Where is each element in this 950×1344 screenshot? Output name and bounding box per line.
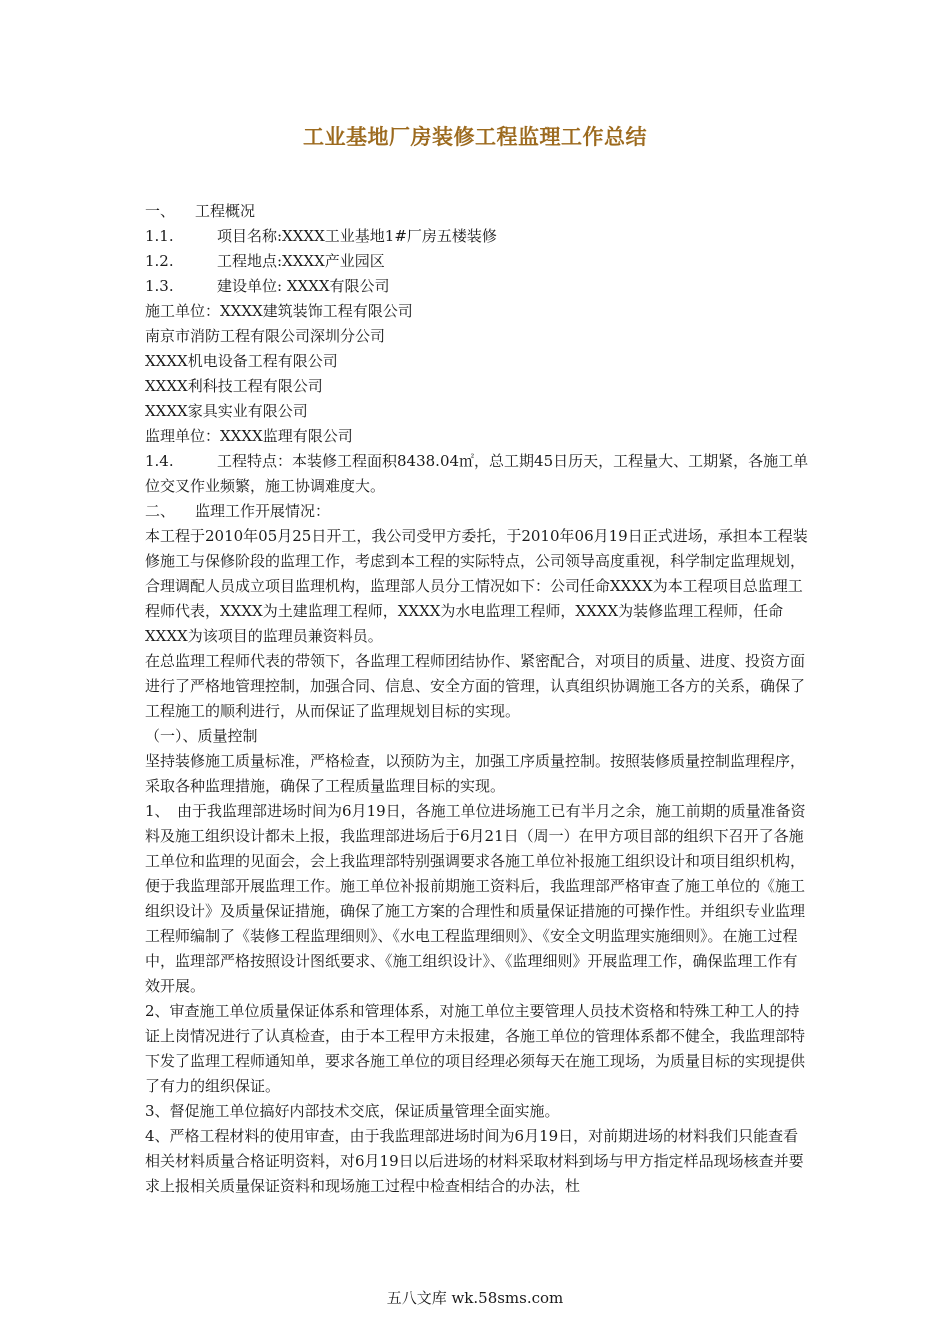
section-heading-2 xyxy=(145,499,810,524)
section-label: 工程概况 xyxy=(195,202,256,220)
section-label: 监理工作开展情况： xyxy=(195,502,331,520)
footer-watermark: 五八文库 wk.58sms.com xyxy=(386,1289,564,1307)
paragraph: 坚持装修施工质量标准，严格检查，以预防为主，加强工序质量控制。按照装修质量控制监理程序，采取各种监理措施，确保了工程质量监理目标的实现。 xyxy=(145,752,806,795)
company-line: 南京市消防工程有限公司深圳分公司 xyxy=(145,327,386,345)
paragraph: 本工程于2010年05月25日开工，我公司受甲方委托，于2010年06月19日正式进场，承担本工程装修施工与保修阶段的监理工作，考虑到本工程的实际特点，公司领导高度重视，科学制定监理规划，合理调配人员成立项目监理机构，监理部人员分工情况如下：公司任命XXXX为本工程项目总监理工程师代表，XXXX为土建监理工程师，XXXX为水电监理工程师，XXXX为装修监理工程师，任命XXXX为该项目的监理员兼资料员。 xyxy=(145,527,808,645)
document-title: 工业基地厂房装修工程监理工作总结 xyxy=(303,125,647,149)
paragraph: 1、 由于我监理部进场时间为6月19日，各施工单位进场施工已有半月之余，施工前期的质量准备资料及施工组织设计都未上报，我监理部进场后于6月21日（周一）在甲方项目部的组织下召开了各施工单位和监理的见面会，会上我监理部特别强调要求各施工单位补报施工组织设计和项目组织机构，便于我监理部开展监理工作。施工单位补报前期施工资料后，我监理部严格审查了施工单位的《施工组织设计》及质量保证措施，确保了施工方案的合理性和质量保证措施的可操作性。并组织专业监理工程师编制了《装修工程监理细则》、《水电工程监理细则》、《安全文明监理实施细则》。在施工过程中，监理部严格按照设计图纸要求、《施工组织设计》、《监理细则》开展监理工作，确保监理工作有效开展。 xyxy=(145,802,806,995)
document-body xyxy=(145,199,810,1199)
paragraph: 2、审查施工单位质量保证体系和管理体系，对施工单位主要管理人员技术资格和特殊工种工人的持证上岗情况进行了认真检查，由于本工程甲方未报建，各施工单位的管理体系都不健全，我监理部特下发了监理工程师通知单，要求各施工单位的项目经理必须每天在施工现场，为质量目标的实现提供了有力的组织保证。 xyxy=(145,1002,806,1095)
supervision-unit: 监理单位：XXXX监理有限公司 xyxy=(145,427,353,445)
company-line: XXXX机电设备工程有限公司 xyxy=(145,352,338,370)
item-1-1: 1.1. 项目名称:XXXX工业基地1#厂房五楼装修 xyxy=(145,227,497,245)
section-number: 二、 xyxy=(145,502,176,520)
item-1-3: 1.3. 建设单位: XXXX有限公司 xyxy=(145,277,390,295)
subsection-heading: （一）、质量控制 xyxy=(145,727,258,745)
paragraph: 3、督促施工单位搞好内部技术交底，保证质量管理全面实施。 xyxy=(145,1102,560,1120)
company-line: XXXX家具实业有限公司 xyxy=(145,402,308,420)
company-line: XXXX利科技工程有限公司 xyxy=(145,377,323,395)
section-heading-1 xyxy=(145,199,810,224)
section-number: 一、 xyxy=(145,202,176,220)
construction-unit: 施工单位：XXXX建筑装饰工程有限公司 xyxy=(145,302,413,320)
paragraph: 4、严格工程材料的使用审查，由于我监理部进场时间为6月19日，对前期进场的材料我们只能查看相关材料质量合格证明资料，对6月19日以后进场的材料采取材料到场与甲方指定样品现场核查并要求上报相关质量保证资料和现场施工过程中检查相结合的办法，杜 xyxy=(145,1127,804,1195)
item-1-4: 1.4. 工程特点：本装修工程面积8438.04㎡，总工期45日历天，工程量大、工期紧，各施工单位交叉作业频繁，施工协调难度大。 xyxy=(145,452,809,495)
paragraph: 在总监理工程师代表的带领下，各监理工程师团结协作、紧密配合，对项目的质量、进度、投资方面进行了严格地管理控制，加强合同、信息、安全方面的管理，认真组织协调施工各方的关系，确保了工程施工的顺利进行，从而保证了监理规划目标的实现。 xyxy=(145,652,806,720)
item-1-2: 1.2. 工程地点:XXXX产业园区 xyxy=(145,252,385,270)
